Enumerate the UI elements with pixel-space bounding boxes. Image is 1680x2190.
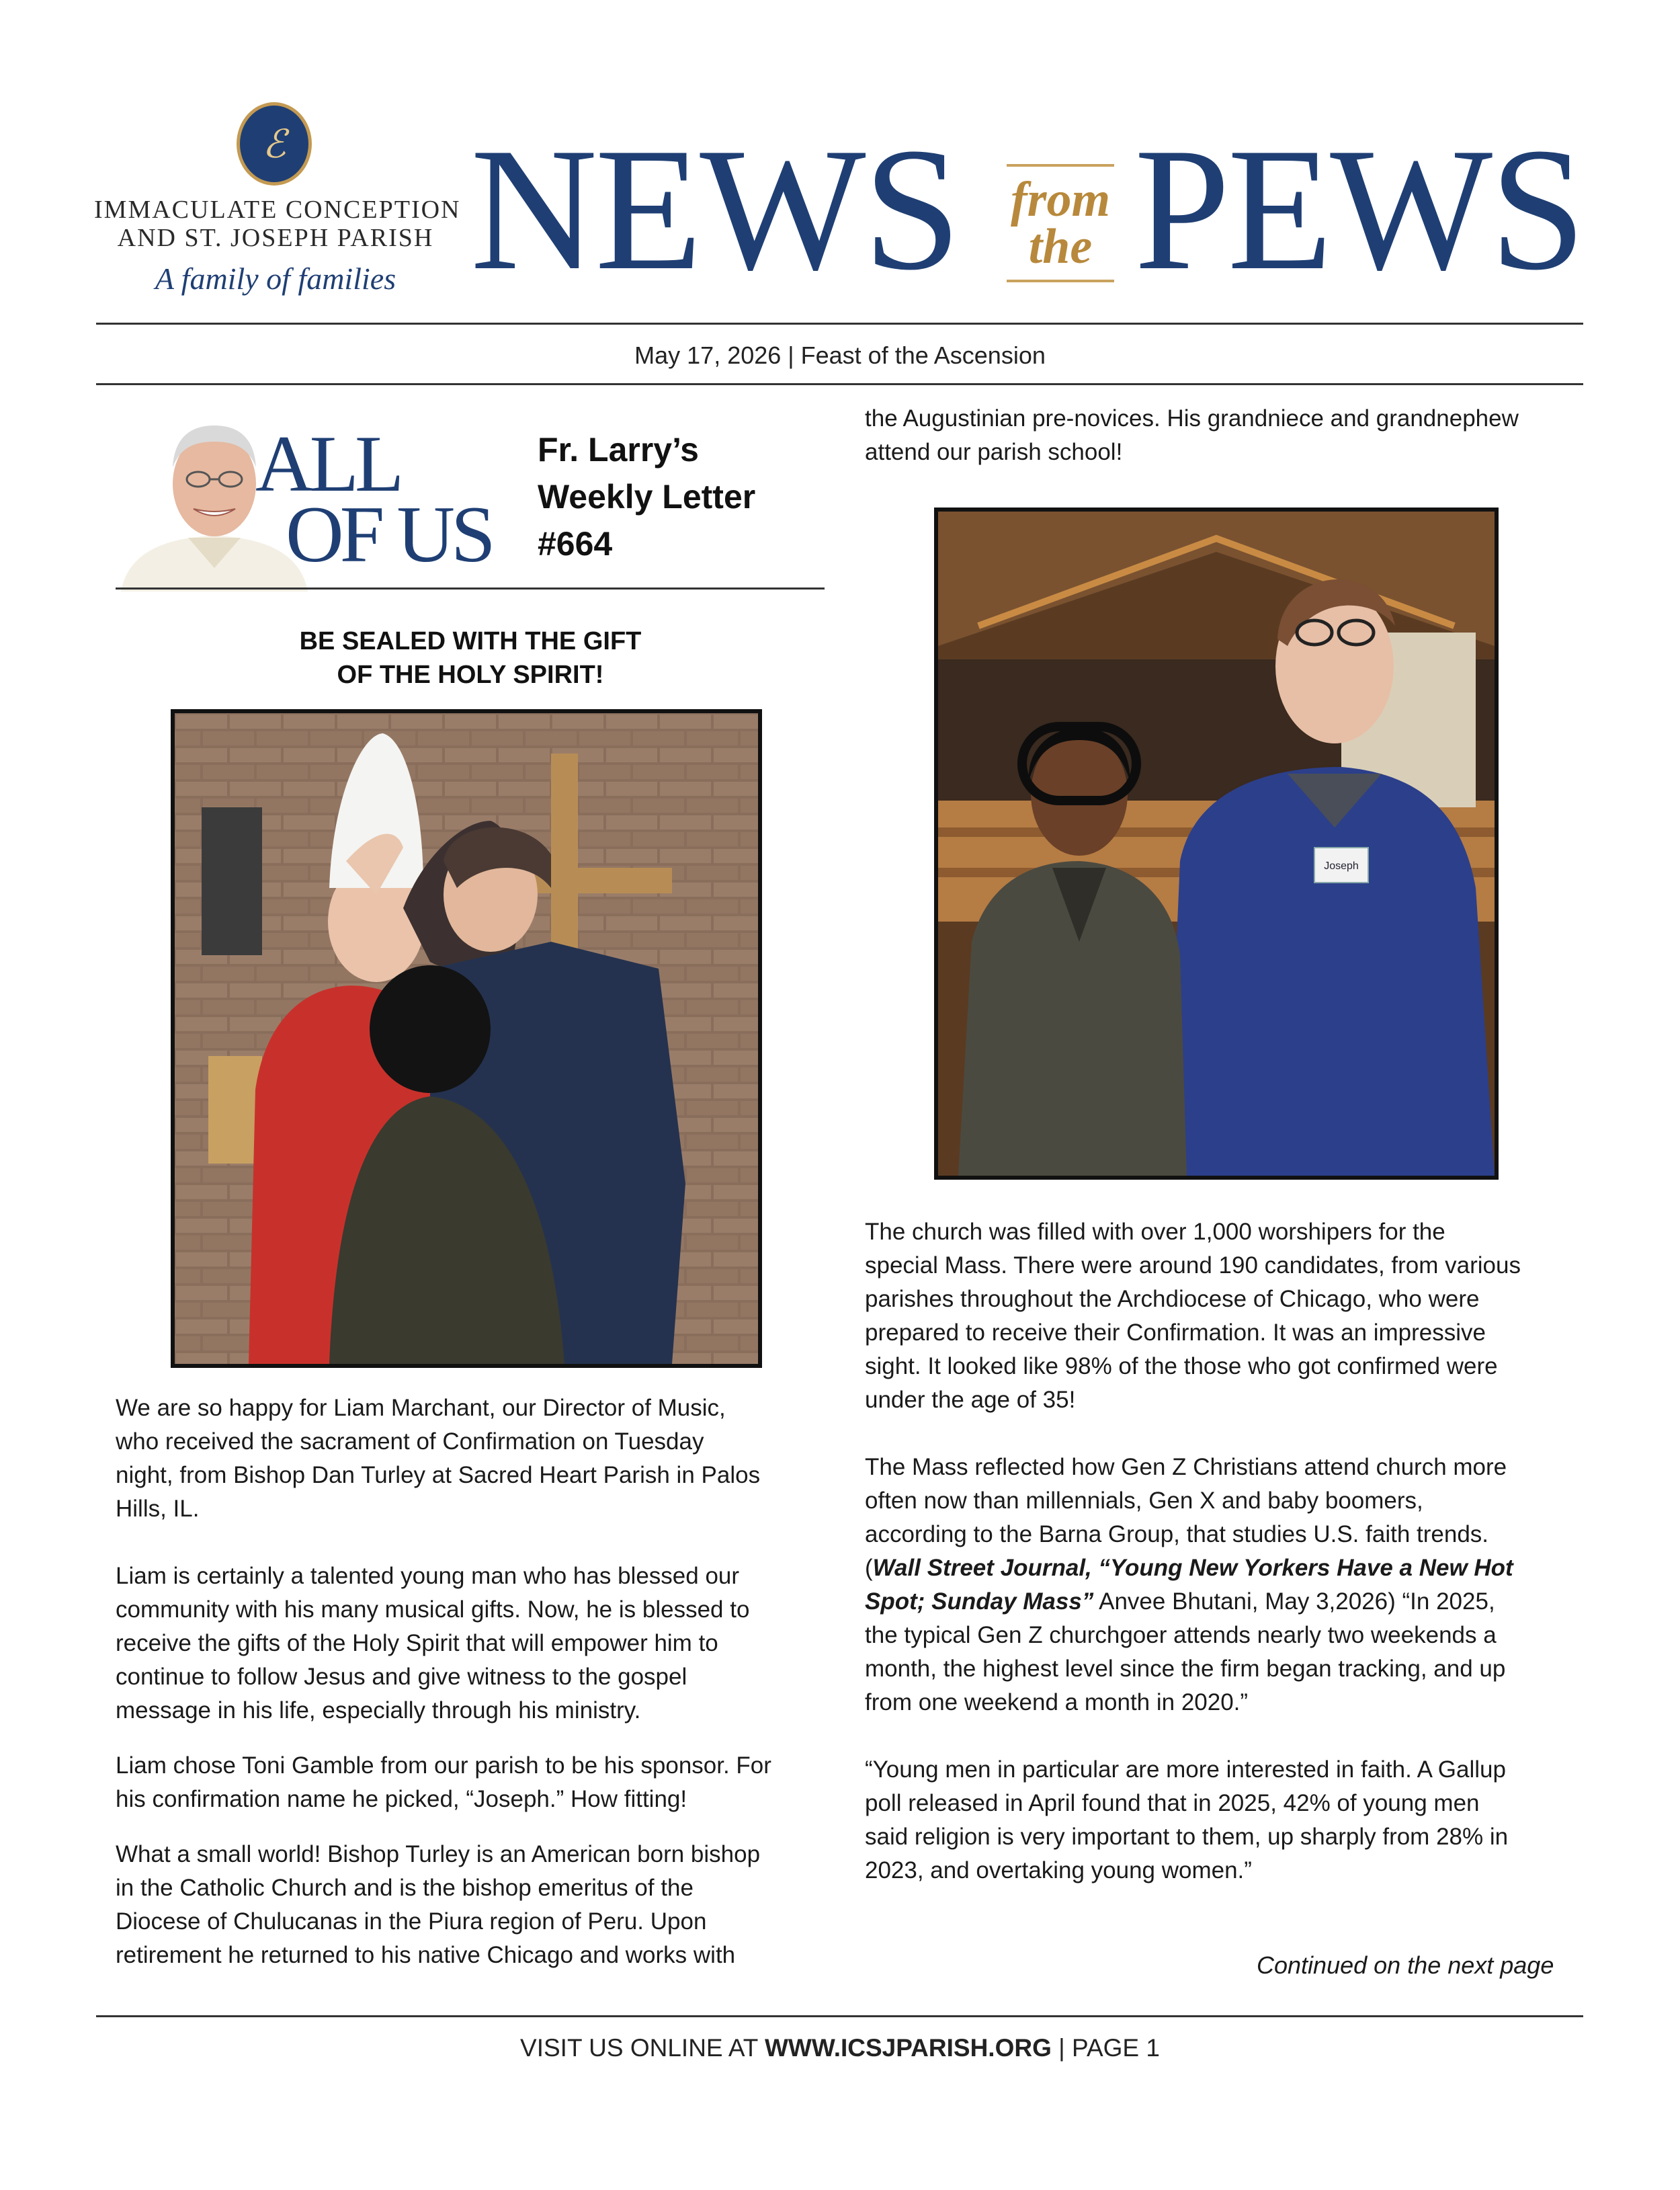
text-line: Hills, IL. xyxy=(116,1496,200,1522)
footer-rule xyxy=(96,2015,1583,2017)
text-line: under the age of 35! xyxy=(865,1387,1076,1413)
parish-name-line-1: IMMACULATE CONCEPTION xyxy=(94,196,461,224)
masthead-title-pews: PEWS xyxy=(1134,112,1583,307)
text-line: What a small world! Bishop Turley is an American born bishop xyxy=(116,1841,761,1867)
text-line: in the Catholic Church and is the bishop emeritus of the xyxy=(116,1875,694,1901)
text-line: Liam chose Toni Gamble from our parish to be his sponsor. For xyxy=(116,1752,771,1779)
parish-logo-seal xyxy=(237,102,312,186)
confirmation-photo xyxy=(171,709,762,1368)
article-headline-line-2: OF THE HOLY SPIRIT! xyxy=(337,661,604,689)
parish-tagline: A family of families xyxy=(155,261,396,296)
text-line: (Wall Street Journal, “Young New Yorkers Have a New Hot xyxy=(865,1555,1513,1581)
text-line: often now than millennials, Gen X and baby boomers, xyxy=(865,1488,1423,1514)
text-line: month, the highest level since the firm began tracking, and up xyxy=(865,1656,1506,1682)
letter-number: #664 xyxy=(538,525,613,563)
citation-title: Wall Street Journal, “Young New Yorkers Have a New Hot xyxy=(872,1555,1513,1581)
text-line: The church was filled with over 1,000 worshipers for the xyxy=(865,1219,1445,1245)
masthead-title-news: NEWS xyxy=(470,112,959,307)
ornament-line-top xyxy=(1007,164,1114,167)
text-line: according to the Barna Group, that studies U.S. faith trends. xyxy=(865,1521,1489,1547)
footer: VISIT US ONLINE AT WWW.ICSJPARISH.ORG | PAGE 1 xyxy=(520,2034,1160,2062)
text-line: said religion is very important to them, up sharply from 28% in xyxy=(865,1824,1509,1850)
paragraph-sponsor xyxy=(116,1749,835,1816)
text-line: night, from Bishop Dan Turley at Sacred Heart Parish in Palos xyxy=(116,1462,761,1488)
text-line: receive the gifts of the Holy Spirit that will empower him to xyxy=(116,1630,718,1656)
masthead-rule-top xyxy=(96,323,1583,325)
text-line: Liam is certainly a talented young man who has blessed our xyxy=(116,1563,740,1589)
text-line: his confirmation name he picked, “Joseph.” How fitting! xyxy=(116,1786,687,1812)
text-line: from one weekend a month in 2020.” xyxy=(865,1689,1249,1715)
text-line: The Mass reflected how Gen Z Christians attend church more xyxy=(865,1454,1507,1480)
text-line: continue to follow Jesus and give witness to the gospel xyxy=(116,1664,687,1690)
right-column-body xyxy=(865,1215,1597,1888)
letter-title-line-2: Weekly Letter xyxy=(538,478,756,516)
paragraph-young-men xyxy=(865,1753,1597,1888)
dateline: May 17, 2026 | Feast of the Ascension xyxy=(634,341,1046,369)
masthead-the: the xyxy=(1028,219,1093,274)
continued-note: Continued on the next page xyxy=(1257,1951,1554,1979)
citation-title-cont: Spot; Sunday Mass” xyxy=(865,1588,1094,1615)
text-line: message in his life, especially through his ministry. xyxy=(116,1697,641,1723)
text-line: special Mass. There were around 190 candidates, from various xyxy=(865,1252,1521,1279)
paragraph-liam-confirmation xyxy=(116,1391,835,1526)
text-line: attend our parish school! xyxy=(865,439,1123,465)
text-line: parishes throughout the Archdiocese of Chicago, who were xyxy=(865,1286,1480,1312)
website-link[interactable]: WWW.ICSJPARISH.ORG xyxy=(764,2034,1052,2062)
text-line: community with his many musical gifts. Now, he is blessed to xyxy=(116,1596,750,1623)
ornament-line-bottom xyxy=(1007,280,1114,282)
paragraph-liam-talent xyxy=(116,1559,835,1728)
text-line: sight. It looked like 98% of the those who got confirmed were xyxy=(865,1353,1498,1379)
left-column-body xyxy=(116,1391,835,1972)
masthead-from: from xyxy=(1011,172,1110,227)
letter-title-line-1: Fr. Larry’s xyxy=(538,431,699,469)
text-line: retirement he returned to his native Chicago and works with xyxy=(116,1942,736,1968)
parish-monogram: ℰ xyxy=(262,121,286,167)
text-line: “Young men in particular are more interested in faith. A Gallup xyxy=(865,1756,1506,1783)
text-line: Diocese of Chulucanas in the Piura region of Peru. Upon xyxy=(116,1908,707,1935)
parish-name-line-2: AND ST. JOSEPH PARISH xyxy=(117,224,434,252)
text-line: poll released in April found that in 2025, 42% of young men xyxy=(865,1790,1480,1816)
masthead-rule-bottom xyxy=(96,383,1583,385)
all-of-us-brand-line-1: ALL xyxy=(255,419,401,508)
text-line: prepared to receive their Confirmation. It was an impressive xyxy=(865,1320,1486,1346)
text-line: 2023, and overtaking young women.” xyxy=(865,1857,1252,1883)
name-tag: Joseph xyxy=(1324,860,1359,872)
text-line: the Augustinian pre-novices. His grandniece and grandnephew xyxy=(865,405,1519,432)
all-of-us-brand-line-2: OF US xyxy=(286,489,492,579)
masthead-from-the xyxy=(993,155,1128,289)
text-line: who received the sacrament of Confirmation on Tuesday xyxy=(116,1428,704,1455)
right-column-continuation xyxy=(865,402,1597,469)
letter-header-rule xyxy=(116,587,825,590)
article-headline-line-1: BE SEALED WITH THE GIFT xyxy=(299,627,642,655)
text-line: the typical Gen Z churchgoer attends nearly two weekends a xyxy=(865,1622,1497,1648)
paragraph-mass-attendance xyxy=(865,1215,1597,1417)
text-line: We are so happy for Liam Marchant, our Director of Music, xyxy=(116,1395,726,1421)
paragraph-bishop-turley xyxy=(116,1838,835,1972)
text-line: Spot; Sunday Mass” Anvee Bhutani, May 3,2026) “In 2025, xyxy=(865,1588,1495,1615)
sponsor-and-liam-photo xyxy=(934,508,1499,1180)
paragraph-gen-z xyxy=(865,1451,1597,1719)
